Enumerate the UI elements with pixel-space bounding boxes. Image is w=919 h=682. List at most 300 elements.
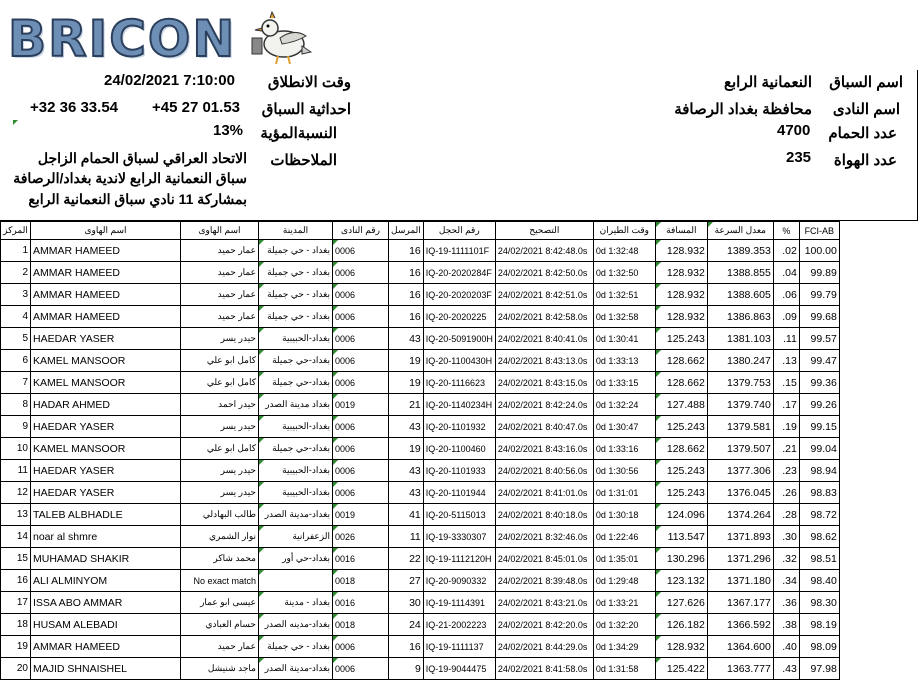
ring-cell: IQ-20-1116623 — [423, 372, 495, 394]
flight-time-cell: 0d 1:32:58 — [593, 306, 655, 328]
distance-cell: 128.662 — [655, 372, 707, 394]
sent-cell: 11 — [389, 526, 424, 548]
fci-cell: 99.89 — [799, 262, 839, 284]
name-cell: HAEDAR YASER — [31, 328, 181, 350]
percent-cell: .02 — [773, 240, 799, 262]
table-row — [1, 372, 840, 394]
notes-label: الملاحظات — [270, 152, 337, 169]
ring-cell: IQ-19-1111101F — [423, 240, 495, 262]
sent-cell: 16 — [389, 306, 424, 328]
rank-cell: 4 — [1, 306, 31, 328]
speed-cell: 1371.893 — [707, 526, 773, 548]
ring-cell: IQ-19-1114391 — [423, 592, 495, 614]
fancier-arabic-cell: كامل ابو علي — [181, 350, 259, 372]
rank-cell: 20 — [1, 658, 31, 680]
fancier-arabic-cell: حيدر يسر — [181, 416, 259, 438]
speed-cell: 1363.777 — [707, 658, 773, 680]
note-line-2: سباق النعمانية الرابع لاندية بغداد/الرصافة — [13, 170, 247, 186]
rank-cell: 18 — [1, 614, 31, 636]
fanciers-count-value: 235 — [786, 149, 812, 166]
fancier-arabic-cell: حيدر احمد — [181, 394, 259, 416]
percent-cell: .26 — [773, 482, 799, 504]
sent-cell: 16 — [389, 240, 424, 262]
flight-time-cell: 0d 1:33:13 — [593, 350, 655, 372]
ring-cell: IQ-21-2002223 — [423, 614, 495, 636]
rank-cell: 19 — [1, 636, 31, 658]
sent-cell: 19 — [389, 350, 424, 372]
percent-cell: .28 — [773, 504, 799, 526]
percent-cell: .06 — [773, 284, 799, 306]
table-row — [1, 328, 840, 350]
distance-cell: 128.932 — [655, 240, 707, 262]
marker — [13, 120, 18, 125]
col-fci: FCI-AB — [799, 222, 839, 240]
table-row — [1, 526, 840, 548]
clock-cell: 24/02/2021 8:43:13.0s — [495, 350, 593, 372]
percent-cell: .34 — [773, 570, 799, 592]
flight-time-cell: 0d 1:22:46 — [593, 526, 655, 548]
start-time-label: وقت الانطلاق — [267, 74, 351, 91]
clock-cell: 24/02/2021 8:40:56.0s — [495, 460, 593, 482]
speed-cell: 1377.306 — [707, 460, 773, 482]
table-header-row — [1, 222, 840, 240]
distance-cell: 125.243 — [655, 482, 707, 504]
city-cell: بغداد-حي أور — [259, 548, 333, 570]
distance-cell: 128.662 — [655, 350, 707, 372]
flight-time-cell: 0d 1:32:24 — [593, 394, 655, 416]
percent-cell: .21 — [773, 438, 799, 460]
col-percent: % — [773, 222, 799, 240]
table-row — [1, 262, 840, 284]
rank-cell: 7 — [1, 372, 31, 394]
flight-time-cell: 0d 1:33:15 — [593, 372, 655, 394]
flight-time-cell: 0d 1:29:48 — [593, 570, 655, 592]
fci-cell: 99.36 — [799, 372, 839, 394]
col-rank: المركز — [1, 222, 31, 240]
city-cell: بغداد-مدينه الصدر — [259, 614, 333, 636]
rank-cell: 16 — [1, 570, 31, 592]
name-cell: AMMAR HAMEED — [31, 636, 181, 658]
clock-cell: 24/02/2021 8:45:01.0s — [495, 548, 593, 570]
col-clock: التصحيح — [495, 222, 593, 240]
ring-cell: IQ-19-1112120H — [423, 548, 495, 570]
rank-cell: 15 — [1, 548, 31, 570]
club-number-cell: 0006 — [333, 306, 389, 328]
ring-cell: IQ-20-1101933 — [423, 460, 495, 482]
club-number-cell: 0026 — [333, 526, 389, 548]
ring-cell: IQ-20-1101944 — [423, 482, 495, 504]
percent-cell: .17 — [773, 394, 799, 416]
ring-cell: IQ-20-5091900H — [423, 328, 495, 350]
fci-cell: 98.19 — [799, 614, 839, 636]
distance-cell: 125.243 — [655, 328, 707, 350]
ring-cell: IQ-20-1100460 — [423, 438, 495, 460]
flight-time-cell: 0d 1:33:16 — [593, 438, 655, 460]
name-cell: AMMAR HAMEED — [31, 306, 181, 328]
fancier-arabic-cell: كامل ابو علي — [181, 372, 259, 394]
city-cell: بغداد - مدينة — [259, 592, 333, 614]
name-cell: HAEDAR YASER — [31, 482, 181, 504]
name-cell: ALI ALMINYOM — [31, 570, 181, 592]
table-row — [1, 658, 840, 680]
distance-cell: 113.547 — [655, 526, 707, 548]
fancier-arabic-cell: عمار حميد — [181, 636, 259, 658]
fancier-arabic-cell: عمار حميد — [181, 240, 259, 262]
club-number-cell: 0006 — [333, 372, 389, 394]
sent-cell: 16 — [389, 262, 424, 284]
clock-cell: 24/02/2021 8:43:15.0s — [495, 372, 593, 394]
ring-cell: IQ-19-1111137 — [423, 636, 495, 658]
distance-cell: 128.932 — [655, 262, 707, 284]
speed-cell: 1371.180 — [707, 570, 773, 592]
distance-cell: 127.626 — [655, 592, 707, 614]
fci-cell: 99.79 — [799, 284, 839, 306]
coordinate-north: +45 27 01.53 — [152, 99, 241, 116]
flight-time-cell: 0d 1:31:58 — [593, 658, 655, 680]
table-row — [1, 350, 840, 372]
flight-time-cell: 0d 1:32:50 — [593, 262, 655, 284]
fci-cell: 98.62 — [799, 526, 839, 548]
sent-cell: 43 — [389, 328, 424, 350]
col-club-number: رقم النادى — [333, 222, 389, 240]
name-cell: noar al shmre — [31, 526, 181, 548]
speed-cell: 1379.753 — [707, 372, 773, 394]
rank-cell: 14 — [1, 526, 31, 548]
flight-time-cell: 0d 1:30:47 — [593, 416, 655, 438]
city-cell: بغداد مدينة الصدر — [259, 394, 333, 416]
bricon-logo — [8, 8, 308, 70]
clock-cell: 24/02/2021 8:43:16.0s — [495, 438, 593, 460]
speed-cell: 1389.353 — [707, 240, 773, 262]
fci-cell: 98.83 — [799, 482, 839, 504]
city-cell: بغداد-مدينة الصدر — [259, 504, 333, 526]
ring-cell: IQ-20-1100430H — [423, 350, 495, 372]
club-number-cell: 0006 — [333, 350, 389, 372]
fci-cell: 99.57 — [799, 328, 839, 350]
fci-cell: 98.09 — [799, 636, 839, 658]
name-cell: TALEB ALBHADLE — [31, 504, 181, 526]
clock-cell: 24/02/2021 8:39:48.0s — [495, 570, 593, 592]
name-cell: MAJID SHNAISHEL — [31, 658, 181, 680]
clock-cell: 24/02/2021 8:40:41.0s — [495, 328, 593, 350]
flight-time-cell: 0d 1:30:18 — [593, 504, 655, 526]
table-row — [1, 306, 840, 328]
distance-cell: 124.096 — [655, 504, 707, 526]
percent-cell: .19 — [773, 416, 799, 438]
note-line-1: الاتحاد العراقي لسباق الحمام الزاجل — [37, 150, 247, 166]
speed-cell: 1379.740 — [707, 394, 773, 416]
percent-cell: .36 — [773, 592, 799, 614]
col-city: المدينة — [259, 222, 333, 240]
speed-cell: 1388.605 — [707, 284, 773, 306]
club-number-cell: 0006 — [333, 658, 389, 680]
fci-cell: 98.30 — [799, 592, 839, 614]
clock-cell: 24/02/2021 8:44:29.0s — [495, 636, 593, 658]
name-cell: AMMAR HAMEED — [31, 240, 181, 262]
club-number-cell: 0006 — [333, 262, 389, 284]
start-time-value: 24/02/2021 7:10:00 — [104, 72, 235, 89]
fci-cell: 97.98 — [799, 658, 839, 680]
table-row — [1, 240, 840, 262]
fci-cell: 98.94 — [799, 460, 839, 482]
ring-cell: IQ-20-1101932 — [423, 416, 495, 438]
speed-cell: 1386.863 — [707, 306, 773, 328]
rank-cell: 17 — [1, 592, 31, 614]
clock-cell: 24/02/2021 8:42:48.0s — [495, 240, 593, 262]
club-number-cell: 0019 — [333, 504, 389, 526]
speed-cell: 1381.103 — [707, 328, 773, 350]
sent-cell: 43 — [389, 482, 424, 504]
speed-cell: 1376.045 — [707, 482, 773, 504]
name-cell: ISSA ABO AMMAR — [31, 592, 181, 614]
flight-time-cell: 0d 1:32:48 — [593, 240, 655, 262]
city-cell: بغداد-الحبيبية — [259, 328, 333, 350]
club-number-cell: 0016 — [333, 548, 389, 570]
sent-cell: 41 — [389, 504, 424, 526]
fancier-arabic-cell: عيسى ابو عمار — [181, 592, 259, 614]
speed-cell: 1379.507 — [707, 438, 773, 460]
distance-cell: 128.662 — [655, 438, 707, 460]
club-number-cell: 0006 — [333, 482, 389, 504]
sent-cell: 16 — [389, 636, 424, 658]
fancier-arabic-cell: حيدر يسر — [181, 460, 259, 482]
sent-cell: 22 — [389, 548, 424, 570]
rank-cell: 6 — [1, 350, 31, 372]
clock-cell: 24/02/2021 8:41:01.0s — [495, 482, 593, 504]
city-cell: الزعفرانية — [259, 526, 333, 548]
percent-cell: .40 — [773, 636, 799, 658]
flight-time-cell: 0d 1:30:41 — [593, 328, 655, 350]
table-row — [1, 504, 840, 526]
clock-cell: 24/02/2021 8:42:50.0s — [495, 262, 593, 284]
logo-text: BRICON — [8, 10, 237, 68]
club-number-cell: 0018 — [333, 614, 389, 636]
rank-cell: 5 — [1, 328, 31, 350]
name-cell: KAMEL MANSOOR — [31, 438, 181, 460]
speed-cell: 1371.296 — [707, 548, 773, 570]
name-cell: KAMEL MANSOOR — [31, 350, 181, 372]
name-cell: AMMAR HAMEED — [31, 284, 181, 306]
table-row — [1, 482, 840, 504]
city-cell: بغداد-الحبيبية — [259, 460, 333, 482]
fci-cell: 98.72 — [799, 504, 839, 526]
distance-cell: 128.932 — [655, 284, 707, 306]
club-number-cell: 0006 — [333, 460, 389, 482]
ring-cell: IQ-20-2020203F — [423, 284, 495, 306]
rank-cell: 8 — [1, 394, 31, 416]
name-cell: MUHAMAD SHAKIR — [31, 548, 181, 570]
city-cell — [259, 570, 333, 592]
col-fancier-arabic: اسم الهاوى — [181, 222, 259, 240]
pigeon-icon — [250, 10, 312, 66]
city-cell: بغداد-مدينة الصدر — [259, 658, 333, 680]
speed-cell: 1380.247 — [707, 350, 773, 372]
table-row — [1, 394, 840, 416]
percent-cell: .23 — [773, 460, 799, 482]
rank-cell: 11 — [1, 460, 31, 482]
flight-time-cell: 0d 1:32:51 — [593, 284, 655, 306]
ring-cell: IQ-20-5115013 — [423, 504, 495, 526]
fci-cell: 99.15 — [799, 416, 839, 438]
rank-cell: 2 — [1, 262, 31, 284]
fci-cell: 98.51 — [799, 548, 839, 570]
club-number-cell: 0006 — [333, 284, 389, 306]
distance-cell: 128.932 — [655, 306, 707, 328]
percent-cell: .13 — [773, 350, 799, 372]
distance-cell: 130.296 — [655, 548, 707, 570]
col-name: اسم الهاوى — [31, 222, 181, 240]
fci-cell: 99.26 — [799, 394, 839, 416]
fancier-arabic-cell: حيدر يسر — [181, 482, 259, 504]
clock-cell: 24/02/2021 8:32:46.0s — [495, 526, 593, 548]
club-number-cell: 0006 — [333, 438, 389, 460]
col-sent: المرسل — [389, 222, 424, 240]
flight-time-cell: 0d 1:35:01 — [593, 548, 655, 570]
fancier-arabic-cell: No exact match — [181, 570, 259, 592]
fancier-arabic-cell: ماجد شنيشل — [181, 658, 259, 680]
fci-cell: 98.40 — [799, 570, 839, 592]
percentage-value: 13% — [213, 122, 244, 139]
ring-cell: IQ-20-9090332 — [423, 570, 495, 592]
city-cell: بغداد-حي جميلة — [259, 372, 333, 394]
club-number-cell: 0016 — [333, 592, 389, 614]
speed-cell: 1388.855 — [707, 262, 773, 284]
fanciers-count-label: عدد الهواة — [833, 152, 897, 169]
rank-cell: 12 — [1, 482, 31, 504]
sent-cell: 43 — [389, 460, 424, 482]
club-name-label: اسم النادى — [832, 101, 900, 118]
race-info-panel — [0, 70, 918, 221]
percent-cell: .32 — [773, 548, 799, 570]
results-body — [1, 240, 840, 680]
city-cell: بغداد - حي جميلة — [259, 240, 333, 262]
percent-cell: .09 — [773, 306, 799, 328]
race-name-value: النعمانية الرابع — [724, 74, 812, 91]
pigeons-count-label: عدد الحمام — [828, 125, 897, 142]
name-cell: KAMEL MANSOOR — [31, 372, 181, 394]
rank-cell: 3 — [1, 284, 31, 306]
name-cell: HAEDAR YASER — [31, 416, 181, 438]
clock-cell: 24/02/2021 8:40:18.0s — [495, 504, 593, 526]
city-cell: بغداد-الحبيبية — [259, 416, 333, 438]
fci-cell: 99.47 — [799, 350, 839, 372]
sent-cell: 19 — [389, 438, 424, 460]
fancier-arabic-cell: طالب البهادلي — [181, 504, 259, 526]
table-row — [1, 460, 840, 482]
fancier-arabic-cell: حيدر يسر — [181, 328, 259, 350]
speed-cell: 1379.581 — [707, 416, 773, 438]
fci-cell: 99.68 — [799, 306, 839, 328]
distance-cell: 125.422 — [655, 658, 707, 680]
name-cell: AMMAR HAMEED — [31, 262, 181, 284]
clock-cell: 24/02/2021 8:42:51.0s — [495, 284, 593, 306]
flight-time-cell: 0d 1:33:21 — [593, 592, 655, 614]
clock-cell: 24/02/2021 8:43:21.0s — [495, 592, 593, 614]
fancier-arabic-cell: كامل ابو علي — [181, 438, 259, 460]
note-line-3: بمشاركة 11 نادي سباق النعمانية الرابع — [28, 191, 247, 207]
sent-cell: 21 — [389, 394, 424, 416]
club-number-cell: 0006 — [333, 636, 389, 658]
pigeons-count-value: 4700 — [777, 122, 811, 139]
club-number-cell: 0018 — [333, 570, 389, 592]
ring-cell: IQ-19-3330307 — [423, 526, 495, 548]
sent-cell: 27 — [389, 570, 424, 592]
club-number-cell: 0006 — [333, 328, 389, 350]
table-row — [1, 592, 840, 614]
sent-cell: 16 — [389, 284, 424, 306]
city-cell: بغداد - حي جميلة — [259, 262, 333, 284]
table-row — [1, 438, 840, 460]
race-name-label: اسم السباق — [829, 74, 903, 91]
percent-cell: .30 — [773, 526, 799, 548]
clock-cell: 24/02/2021 8:42:20.0s — [495, 614, 593, 636]
distance-cell: 125.243 — [655, 460, 707, 482]
name-cell: HAEDAR YASER — [31, 460, 181, 482]
flight-time-cell: 0d 1:34:29 — [593, 636, 655, 658]
clock-cell: 24/02/2021 8:41:58.0s — [495, 658, 593, 680]
fci-cell: 100.00 — [799, 240, 839, 262]
table-row — [1, 636, 840, 658]
sent-cell: 24 — [389, 614, 424, 636]
sent-cell: 43 — [389, 416, 424, 438]
city-cell: بغداد-حي جميلة — [259, 350, 333, 372]
clock-cell: 24/02/2021 8:42:24.0s — [495, 394, 593, 416]
col-flight-time: وقت الطيران — [593, 222, 655, 240]
speed-cell: 1364.600 — [707, 636, 773, 658]
coordinates-label: احداثية السباق — [261, 101, 351, 118]
fancier-arabic-cell: نوار الشمري — [181, 526, 259, 548]
sent-cell: 19 — [389, 372, 424, 394]
city-cell: بغداد - حي جميلة — [259, 636, 333, 658]
speed-cell: 1366.592 — [707, 614, 773, 636]
table-row — [1, 570, 840, 592]
col-ring: رقم الحجل — [423, 222, 495, 240]
distance-cell: 127.488 — [655, 394, 707, 416]
flight-time-cell: 0d 1:30:56 — [593, 460, 655, 482]
sent-cell: 9 — [389, 658, 424, 680]
city-cell: بغداد-حي جميلة — [259, 438, 333, 460]
rank-cell: 9 — [1, 416, 31, 438]
distance-cell: 123.132 — [655, 570, 707, 592]
coordinate-east: +32 36 33.54 — [30, 99, 119, 116]
club-number-cell: 0006 — [333, 416, 389, 438]
sent-cell: 30 — [389, 592, 424, 614]
fci-cell: 99.04 — [799, 438, 839, 460]
speed-cell: 1374.264 — [707, 504, 773, 526]
name-cell: HADAR AHMED — [31, 394, 181, 416]
city-cell: بغداد-الحبيبية — [259, 482, 333, 504]
col-distance: المسافة — [655, 222, 707, 240]
distance-cell: 125.243 — [655, 416, 707, 438]
fancier-arabic-cell: عمار حميد — [181, 284, 259, 306]
ring-cell: IQ-20-2020225 — [423, 306, 495, 328]
club-name-value: محافظة بغداد الرصافة — [674, 101, 812, 118]
distance-cell: 126.182 — [655, 614, 707, 636]
percent-cell: .11 — [773, 328, 799, 350]
ring-cell: IQ-20-1140234H — [423, 394, 495, 416]
ring-cell: IQ-20-2020284F — [423, 262, 495, 284]
table-row — [1, 614, 840, 636]
city-cell: بغداد - حي جميلة — [259, 284, 333, 306]
fancier-arabic-cell: عمار حميد — [181, 306, 259, 328]
percent-cell: .38 — [773, 614, 799, 636]
flight-time-cell: 0d 1:32:20 — [593, 614, 655, 636]
club-number-cell: 0019 — [333, 394, 389, 416]
table-row — [1, 284, 840, 306]
percent-cell: .04 — [773, 262, 799, 284]
fancier-arabic-cell: عمار حميد — [181, 262, 259, 284]
table-row — [1, 416, 840, 438]
